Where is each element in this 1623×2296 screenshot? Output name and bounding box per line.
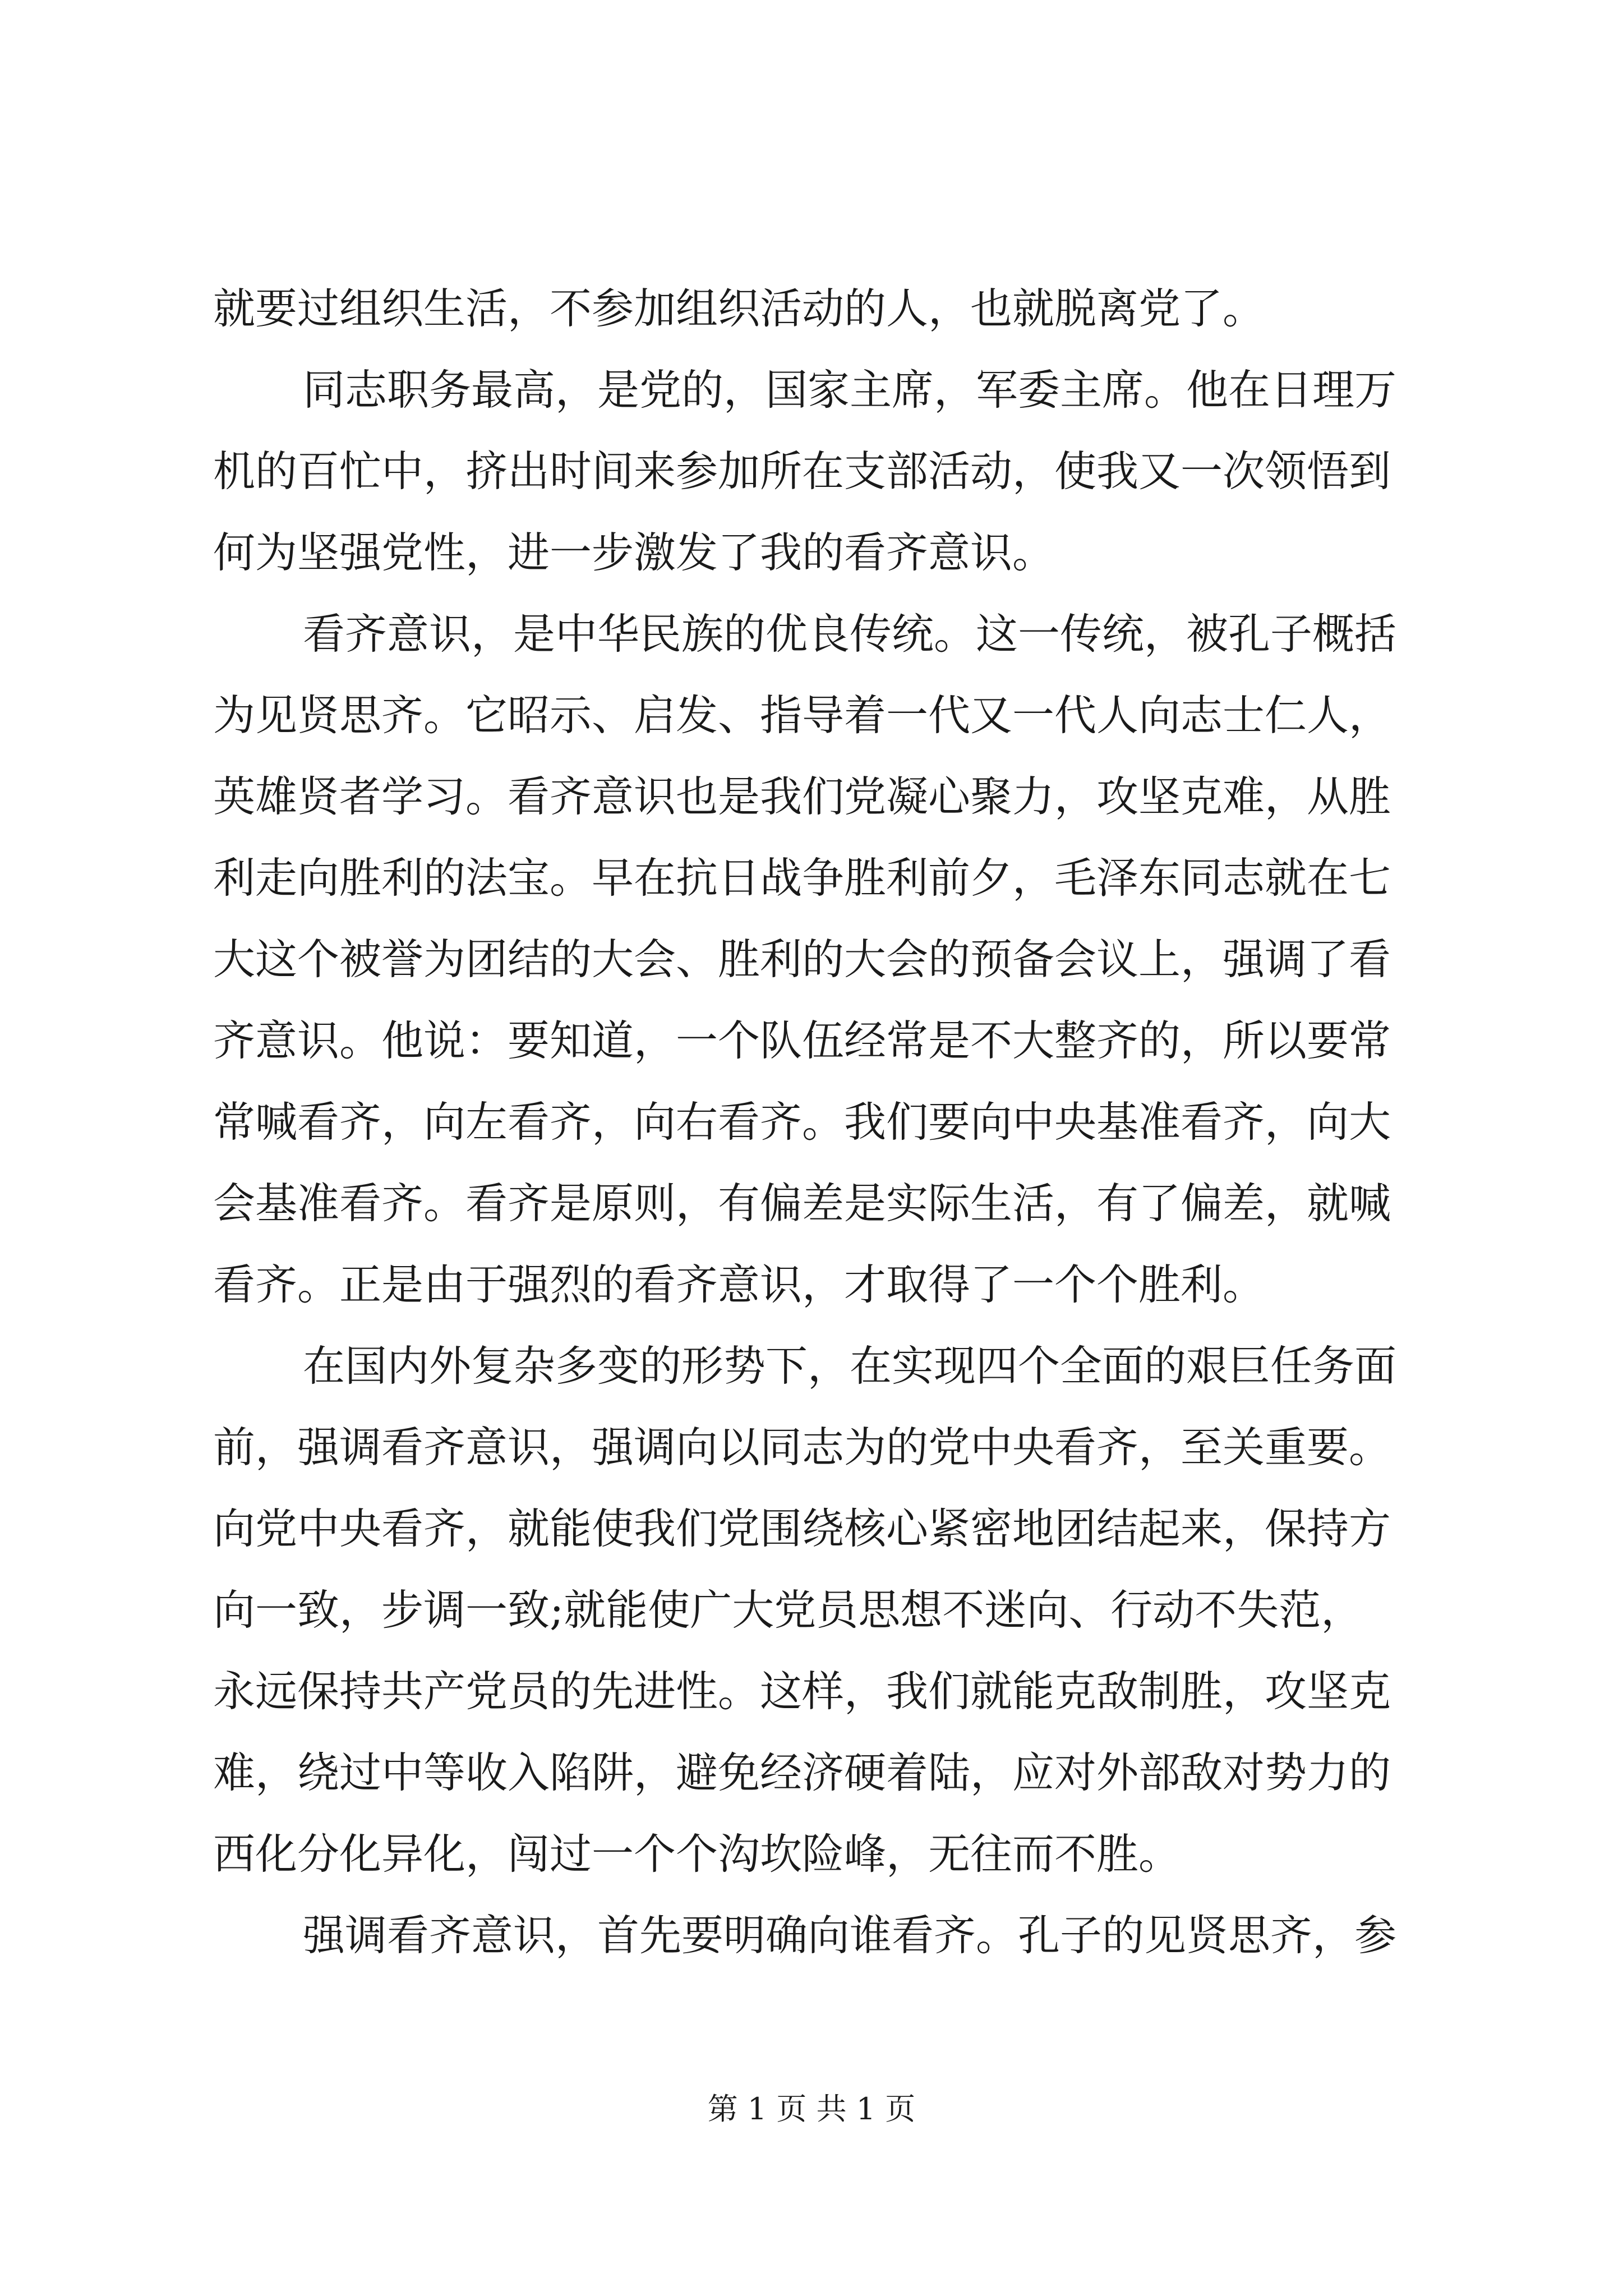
text-line: 向党中央看齐，就能使我们党围绕核心紧密地团结起来，保持方 [213, 1504, 1391, 1553]
text-line: 就要过组织生活，不参加组织活动的人，也就脱离党了。 [213, 284, 1265, 333]
text-line: 前，强调看齐意识，强调向以同志为的党中央看齐，至关重要。 [213, 1423, 1391, 1472]
text-line: 常喊看齐，向左看齐，向右看齐。我们要向中央基准看齐，向大 [213, 1097, 1391, 1147]
text-line: 会基准看齐。看齐是原则，有偏差是实际生活，有了偏差，就喊 [213, 1179, 1391, 1228]
text-line: 为见贤思齐。它昭示、启发、指导着一代又一代人向志士仁人， [213, 691, 1391, 740]
page-footer: 第 1 页 共 1 页 [707, 2091, 916, 2127]
document-body [213, 268, 1413, 1976]
text-line: 看齐。正是由于强烈的看齐意识，才取得了一个个胜利。 [213, 1260, 1265, 1309]
text-line: 大这个被誉为团结的大会、胜利的大会的预备会议上，强调了看 [213, 935, 1391, 984]
text-line: 强调看齐意识，首先要明确向谁看齐。孔子的见贤思齐，参 [303, 1911, 1397, 1960]
text-line: 何为坚强党性，进一步激发了我的看齐意识。 [213, 528, 1055, 577]
text-line: 同志职务最高，是党的，国家主席，军委主席。他在日理万 [303, 365, 1397, 415]
text-line: 永远保持共产党员的先进性。这样，我们就能克敌制胜，攻坚克 [213, 1667, 1391, 1716]
text-line: 齐意识。他说：要知道，一个队伍经常是不大整齐的，所以要常 [213, 1016, 1391, 1065]
text-line: 看齐意识，是中华民族的优良传统。这一传统，被孔子概括 [303, 609, 1397, 659]
text-line: 在国内外复杂多变的形势下，在实现四个全面的艰巨任务面 [303, 1341, 1397, 1391]
text-line: 机的百忙中，挤出时间来参加所在支部活动，使我又一次领悟到 [213, 447, 1391, 496]
text-line: 英雄贤者学习。看齐意识也是我们党凝心聚力，攻坚克难，从胜 [213, 772, 1391, 821]
text-line: 西化分化异化，闯过一个个沟坎险峰，无往而不胜。 [213, 1829, 1181, 1879]
text-line: 利走向胜利的法宝。早在抗日战争胜利前夕，毛泽东同志就在七 [213, 853, 1391, 903]
text-line: 难，绕过中等收入陷阱，避免经济硬着陆，应对外部敌对势力的 [213, 1748, 1391, 1797]
text-line: 向一致，步调一致;就能使广大党员思想不迷向、行动不失范， [213, 1585, 1363, 1635]
